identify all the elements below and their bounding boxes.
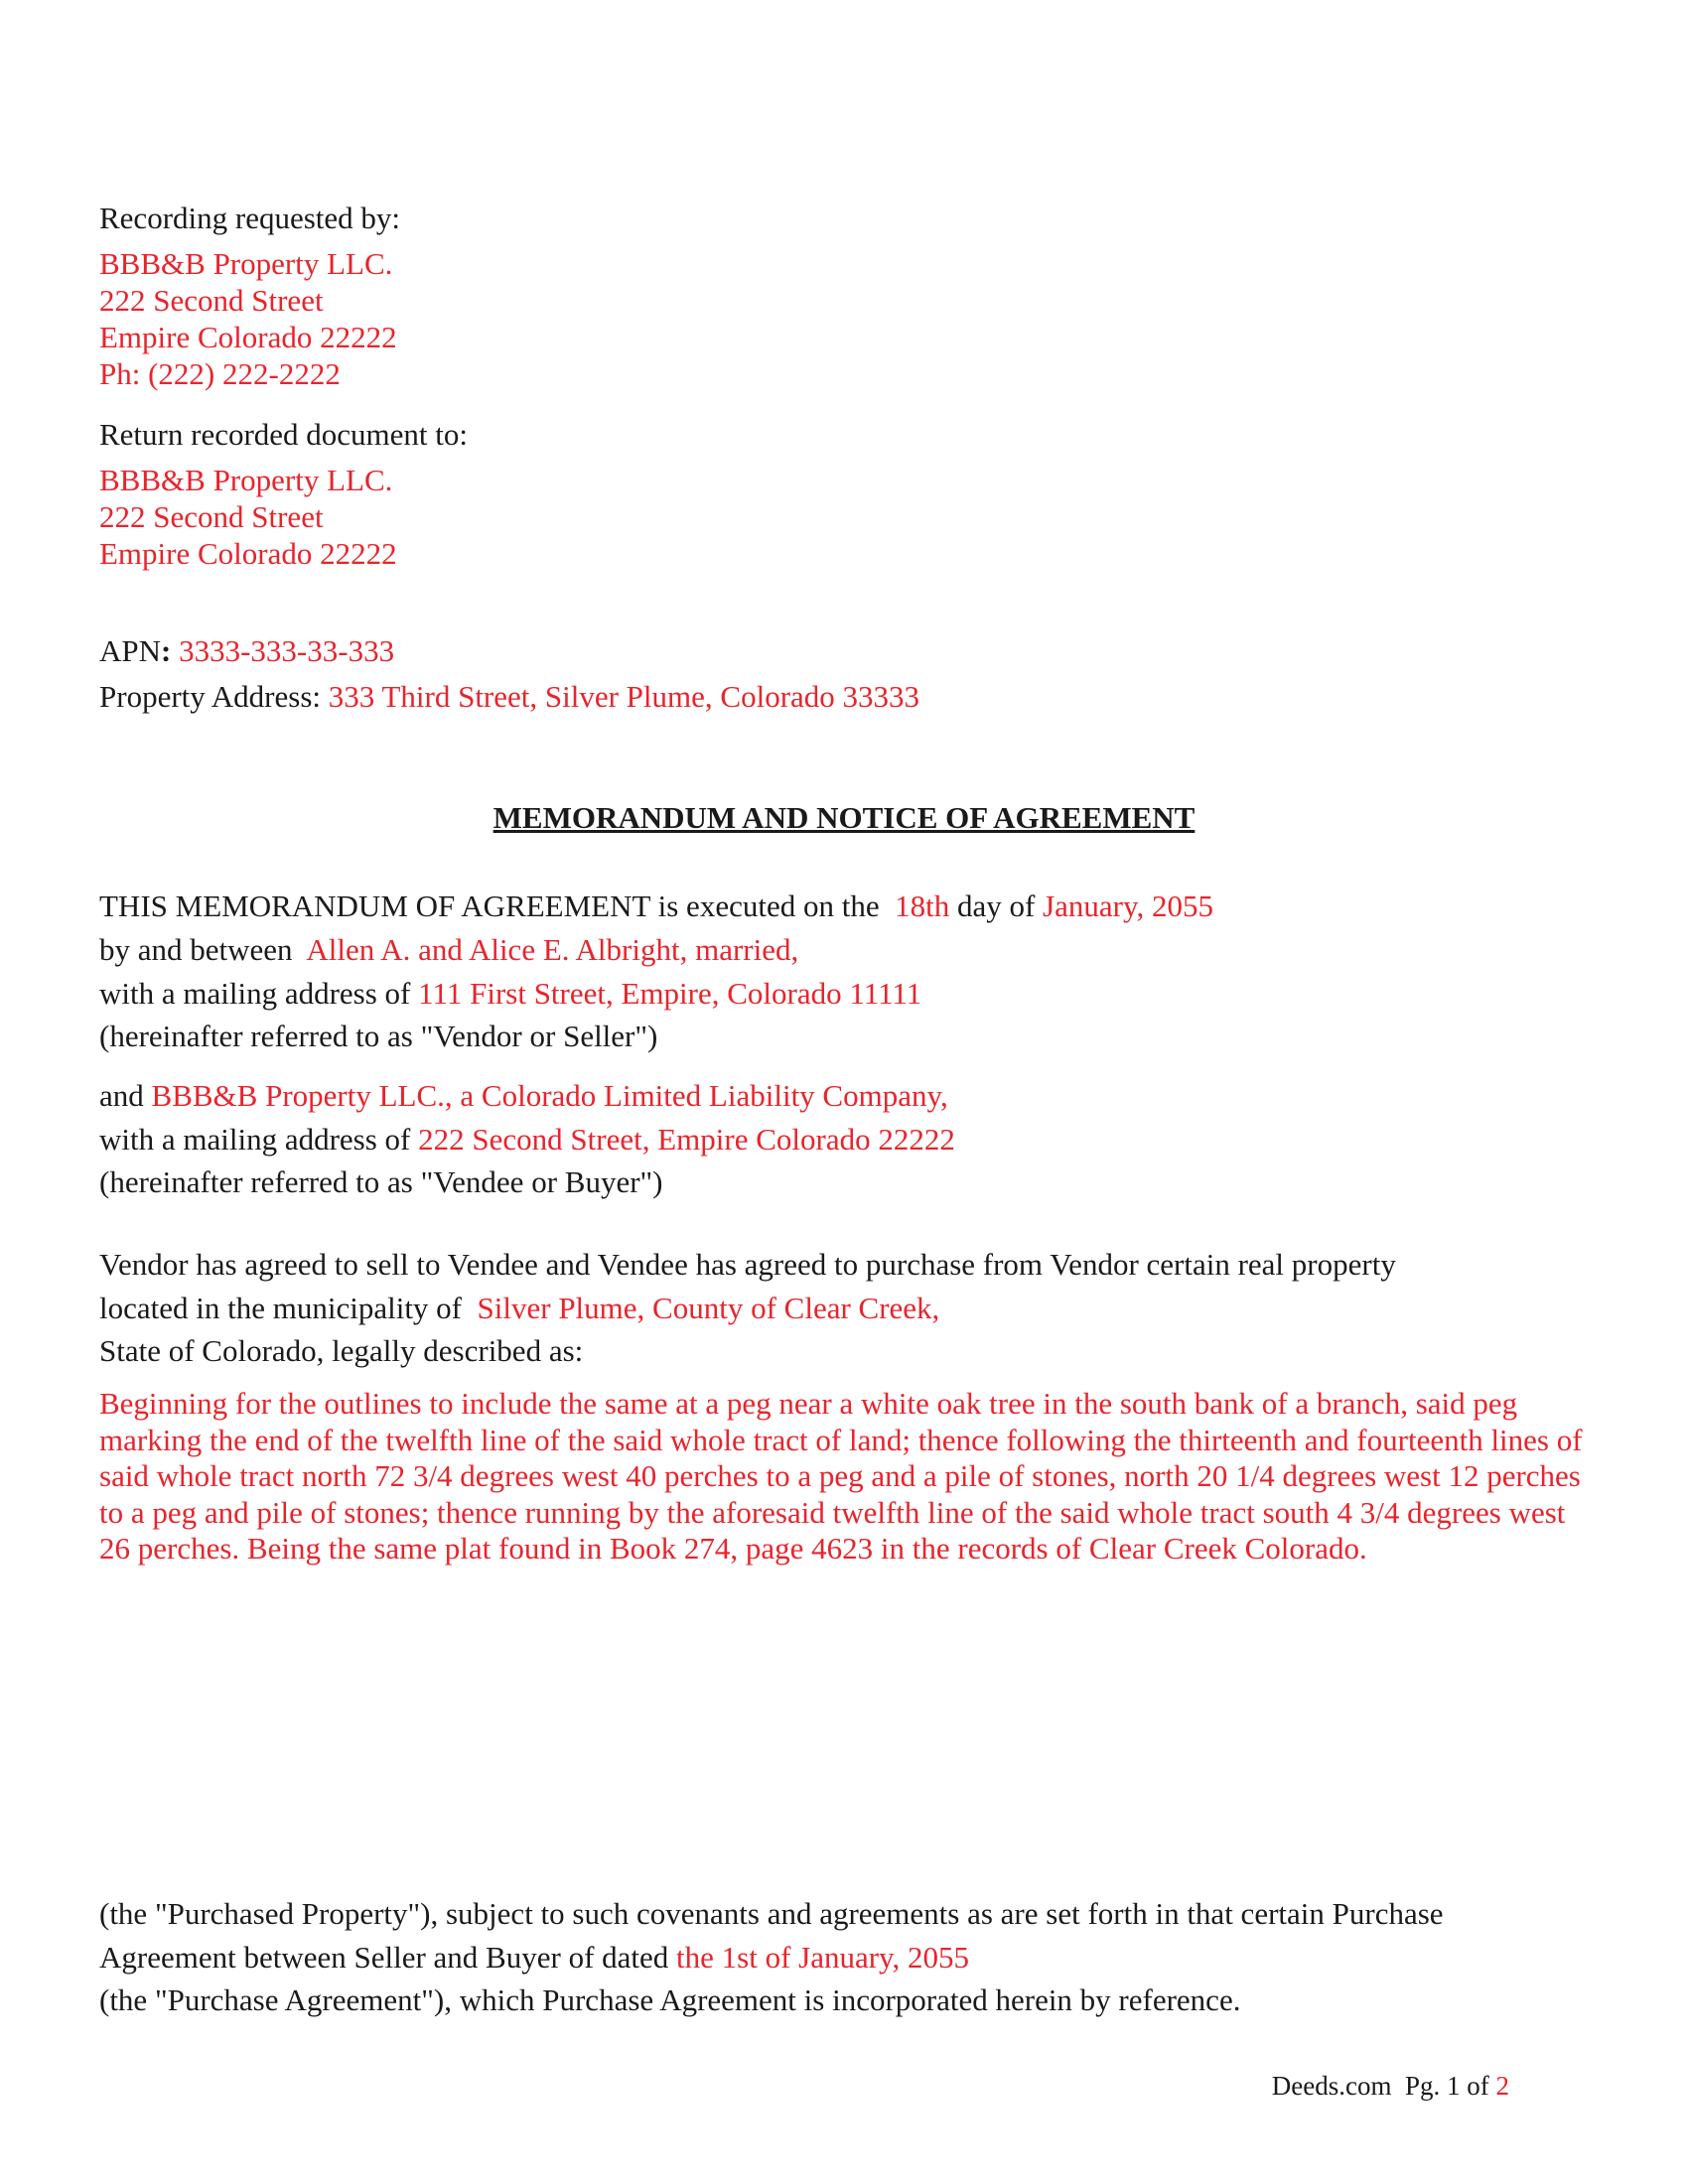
execution-day: 18th (895, 888, 950, 923)
vendee-name: BBB&B Property LLC., a Colorado Limited Liability Company, (151, 1078, 948, 1113)
footer-of-label: of (1467, 2071, 1489, 2101)
vendor-reference: (hereinafter referred to as "Vendor or Seller") (99, 1019, 658, 1053)
municipality: Silver Plume, County of Clear Creek, (477, 1291, 940, 1325)
footer-site: Deeds.com (1271, 2071, 1392, 2101)
return-name: BBB&B Property LLC. (99, 463, 393, 497)
agreement-line-3: State of Colorado, legally described as: (99, 1333, 584, 1368)
footer-page-label: Pg. (1404, 2071, 1441, 2101)
vendee-reference: (hereinafter referred to as "Vendee or Buyer") (99, 1164, 663, 1199)
vendor-address-prefix: with a mailing address of (99, 976, 411, 1011)
vendor-address-line (99, 976, 921, 1012)
requester-street: 222 Second Street (99, 283, 324, 318)
apn-label: APN (99, 633, 162, 668)
vendee-address-line (99, 1122, 955, 1158)
property-address-line (99, 679, 919, 715)
vendor-prefix: by and between (99, 932, 293, 967)
document-title: MEMORANDUM AND NOTICE OF AGREEMENT (492, 800, 1196, 835)
footer-page-number: 1 (1447, 2071, 1461, 2101)
agreement-line-2 (99, 1291, 939, 1326)
property-address-value: 333 Third Street, Silver Plume, Colorado 33333 (328, 679, 920, 714)
apn-line (99, 633, 394, 669)
execution-mid: day of (956, 888, 1036, 923)
closing-line-2 (99, 1940, 969, 1976)
vendee-address: 222 Second Street, Empire Colorado 22222 (418, 1122, 955, 1157)
requester-city: Empire Colorado 22222 (99, 320, 397, 354)
closing-line-1: (the "Purchased Property"), subject to such covenants and agreements as are set forth in that certain Purchase (99, 1896, 1444, 1931)
page-footer (1272, 2071, 1509, 2102)
requester-name: BBB&B Property LLC. (99, 246, 393, 281)
vendee-prefix: and (99, 1078, 144, 1113)
closing-prefix: Agreement between Seller and Buyer of dated (99, 1940, 669, 1975)
vendee-line (99, 1078, 948, 1114)
vendor-name: Allen A. and Alice E. Albright, married, (306, 932, 799, 967)
recording-requested-label: Recording requested by: (99, 201, 401, 235)
municipality-prefix: located in the municipality of (99, 1291, 463, 1325)
legal-description: Beginning for the outlines to include the same at a peg near a white oak tree in the south bank of a branch, said peg marking the end of the twelfth line of the said whole tract of land; thence following the thirteenth and fourteenth lines of said whole tract north 72 3/4 degrees west 40 perches to a peg and a pile of stones, north 20 1/4 degrees west 12 perches to a peg and pile of stones; thence running by the aforesaid twelfth line of the said whole tract south 4 3/4 degrees west 26 perches. Being the same plat found in Book 274, page 4623 in the records of Clear Creek Colorado. (99, 1386, 1583, 1567)
closing-line-3: (the "Purchase Agreement"), which Purchase Agreement is incorporated herein by reference. (99, 1982, 1241, 2017)
apn-colon: : (161, 633, 172, 668)
property-address-label: Property Address: (99, 679, 322, 714)
execution-date: January, 2055 (1043, 888, 1213, 923)
execution-prefix: THIS MEMORANDUM OF AGREEMENT is executed on the (99, 888, 880, 923)
requester-phone: Ph: (222) 222-2222 (99, 356, 341, 391)
purchase-date: the 1st of January, 2055 (676, 1940, 970, 1975)
return-city: Empire Colorado 22222 (99, 536, 397, 571)
return-street: 222 Second Street (99, 499, 324, 534)
footer-total-pages: 2 (1495, 2071, 1509, 2101)
vendor-address: 111 First Street, Empire, Colorado 11111 (418, 976, 922, 1011)
vendor-line (99, 932, 798, 968)
apn-value: 3333-333-33-333 (179, 633, 395, 668)
agreement-line-1: Vendor has agreed to sell to Vendee and Vendee has agreed to purchase from Vendor certain real property (99, 1247, 1396, 1282)
vendee-address-prefix: with a mailing address of (99, 1122, 411, 1157)
execution-line (99, 888, 1213, 924)
return-to-label: Return recorded document to: (99, 417, 469, 452)
